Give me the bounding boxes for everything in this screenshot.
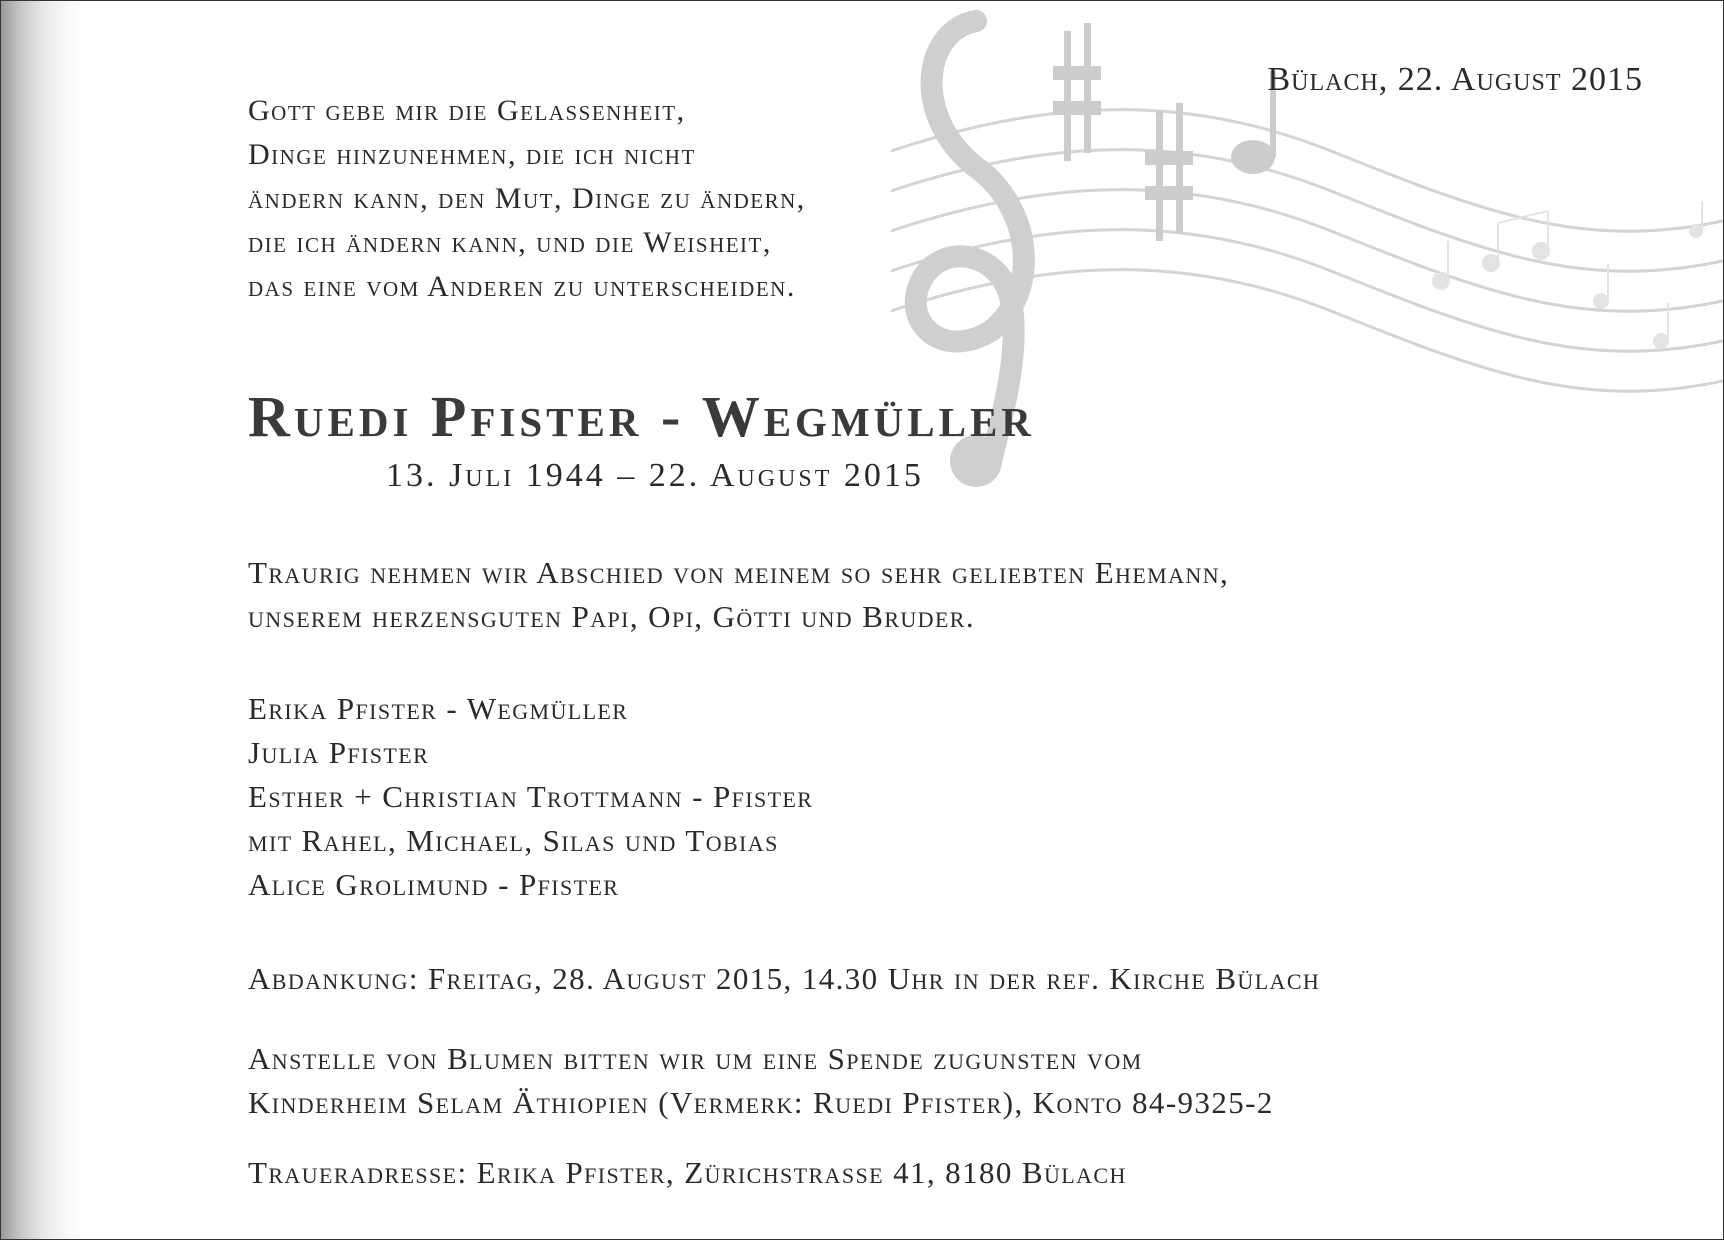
prayer-line: Gott gebe mir die Gelassenheit, — [248, 94, 686, 127]
family-member: Alice Grolimund - Pfister — [248, 867, 620, 902]
donation-line: Kinderheim Selam Äthiopien (Vermerk: Ruedi Pfister), Konto 84-9325-2 — [248, 1085, 1274, 1120]
notice-line: Traurig nehmen wir Abschied von meinem so sehr geliebten Ehemann, — [248, 555, 1230, 590]
donation-line: Anstelle von Blumen bitten wir um eine Spende zugunsten vom — [248, 1041, 1143, 1076]
family-member: mit Rahel, Michael, Silas und Tobias — [248, 823, 779, 858]
funeral-service-info: Abdankung: Freitag, 28. August 2015, 14.30 Uhr in der ref. Kirche Bülach — [248, 961, 1321, 996]
notice-line: unserem herzensguten Papi, Opi, Götti und Bruder. — [248, 599, 976, 634]
prayer-line: Dinge hinzunehmen, die ich nicht — [248, 138, 696, 171]
family-list — [248, 687, 813, 907]
prayer-line: die ich ändern kann, und die Weisheit, — [248, 226, 772, 259]
family-member: Julia Pfister — [248, 735, 430, 770]
prayer-line: ändern kann, den Mut, Dinge zu ändern, — [248, 182, 806, 215]
donation-info — [248, 1037, 1274, 1125]
prayer-line: das eine vom Anderen zu unterscheiden. — [248, 270, 796, 303]
deceased-name: Ruedi Pfister - Wegmüller — [248, 384, 1035, 449]
place-date: Bülach, 22. August 2015 — [1267, 61, 1643, 98]
mourning-notice — [248, 551, 1229, 639]
life-dates: 13. Juli 1944 – 22. August 2015 — [386, 457, 924, 494]
small-notes-icon — [1433, 201, 1702, 348]
prayer-quote — [248, 89, 806, 309]
mourning-address: Traueradresse: Erika Pfister, Zürichstrasse 41, 8180 Bülach — [248, 1155, 1127, 1190]
family-member: Erika Pfister - Wegmüller — [248, 691, 629, 726]
sharp-signs-icon — [1053, 23, 1193, 241]
family-member: Esther + Christian Trottmann - Pfister — [248, 779, 814, 814]
